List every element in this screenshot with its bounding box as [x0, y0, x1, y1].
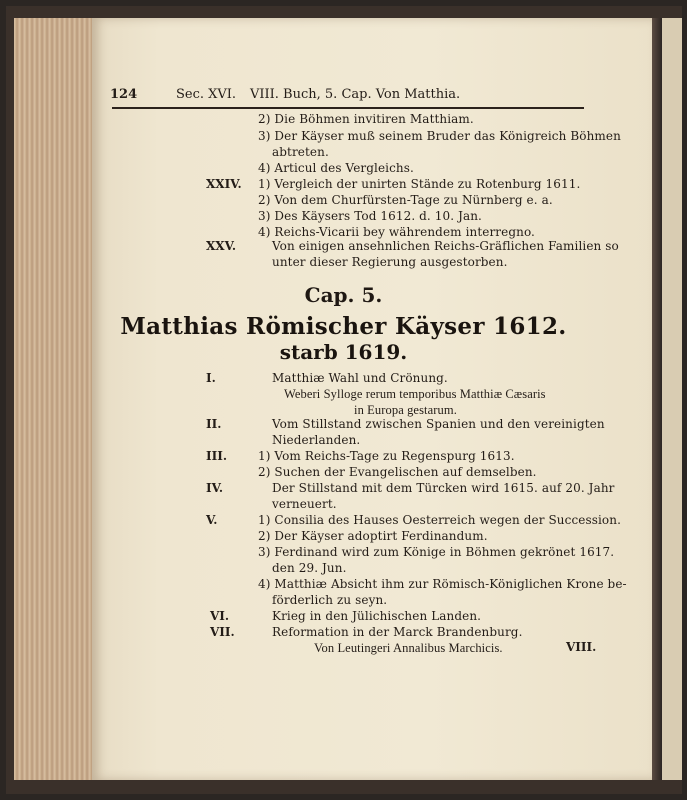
roman-numeral: V. — [206, 513, 218, 527]
toc-line: 1) Vergleich der unirten Stände zu Rotenburg 1611. — [258, 177, 581, 191]
toc-reference: Weberi Sylloge rerum temporibus Matthiæ Cæsaris — [284, 387, 546, 401]
toc-line: 3) Ferdinand wird zum Könige in Böhmen gekrönet 1617. — [258, 545, 615, 559]
toc-line: 2) Die Böhmen invitiren Matthiam. — [258, 112, 474, 126]
toc-line: 3) Des Käysers Tod 1612. d. 10. Jan. — [258, 209, 482, 223]
toc-line: Matthiæ Wahl und Crönung. — [272, 371, 448, 385]
toc-line: 4) Articul des Vergleichs. — [258, 161, 414, 175]
toc-line: 2) Der Käyser adoptirt Ferdinandum. — [258, 529, 488, 543]
chapter-title: Matthias Römischer Käyser 1612. — [120, 313, 567, 340]
toc-line: Krieg in den Jülichischen Landen. — [272, 609, 482, 623]
running-title: VIII. Buch, 5. Cap. Von Matthia. — [250, 87, 461, 102]
facing-page — [662, 18, 682, 780]
catchword: VIII. — [566, 640, 597, 654]
toc-line: 2) Suchen der Evangelischen auf demselben. — [258, 465, 537, 479]
section-label: Sec. XVI. — [176, 87, 237, 102]
toc-line: 1) Consilia des Hauses Oesterreich wegen der Succession. — [258, 513, 621, 527]
toc-line: unter dieser Regierung ausgestorben. — [272, 255, 508, 269]
toc-line: abtreten. — [272, 145, 329, 159]
toc-line: Reformation in der Marck Brandenburg. — [272, 625, 523, 639]
toc-line: 1) Vom Reichs-Tage zu Regenspurg 1613. — [258, 449, 515, 463]
chapter-subtitle: starb 1619. — [279, 340, 408, 364]
toc-line: verneuert. — [272, 497, 337, 511]
roman-numeral: XXV. — [206, 239, 237, 253]
roman-numeral: III. — [206, 449, 228, 463]
toc-line: 4) Matthiæ Absicht ihm zur Römisch-Königlichen Krone be- — [258, 577, 627, 591]
header-rule — [112, 107, 584, 109]
roman-numeral: XXIV. — [206, 177, 242, 191]
roman-numeral: II. — [206, 417, 222, 431]
toc-line: Der Stillstand mit dem Türcken wird 1615. auf 20. Jahr — [272, 481, 615, 495]
toc-line: Von einigen ansehnlichen Reichs-Gräflichen Familien so — [272, 239, 619, 253]
roman-numeral: IV. — [206, 481, 224, 495]
toc-line: Niederlanden. — [272, 433, 361, 447]
chapter-label: Cap. 5. — [304, 283, 383, 307]
page-number: 124 — [110, 87, 138, 102]
roman-numeral: I. — [206, 371, 216, 385]
toc-line: förderlich zu seyn. — [272, 593, 388, 607]
toc-reference: Von Leutingeri Annalibus Marchicis. — [314, 641, 503, 655]
toc-reference: in Europa gestarum. — [354, 403, 457, 417]
roman-numeral: VI. — [210, 609, 230, 623]
running-header — [110, 84, 580, 108]
toc-line: 2) Von dem Churfürsten-Tage zu Nürnberg e. a. — [258, 193, 553, 207]
toc-line: den 29. Jun. — [272, 561, 347, 575]
toc-line: 4) Reichs-Vicarii bey währendem interregno. — [258, 225, 535, 239]
toc-line: Vom Stillstand zwischen Spanien und den vereinigten — [272, 417, 605, 431]
page-edges — [14, 18, 94, 780]
toc-line: 3) Der Käyser muß seinem Bruder das Königreich Böhmen — [258, 129, 621, 143]
book-gutter — [652, 18, 662, 780]
roman-numeral: VII. — [210, 625, 235, 639]
